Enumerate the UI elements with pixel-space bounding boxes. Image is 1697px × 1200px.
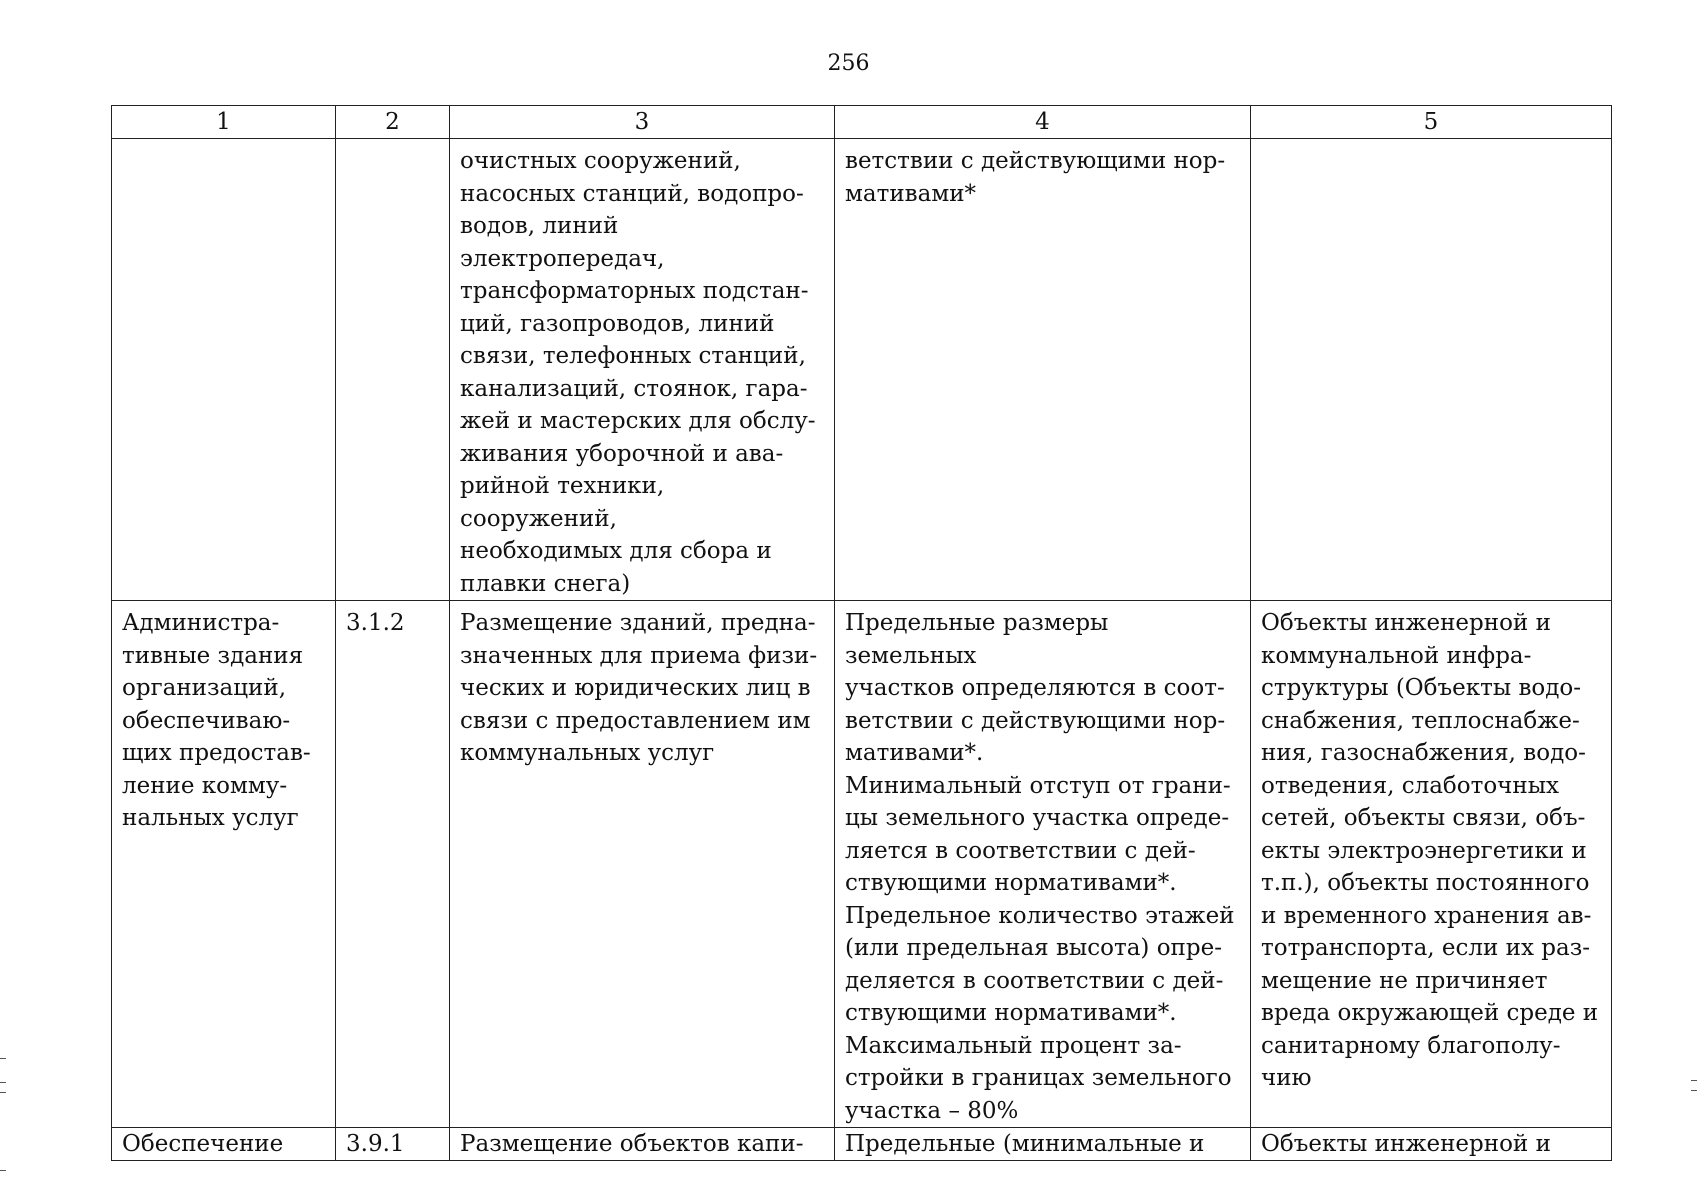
- column-header-4: 4: [835, 106, 1251, 139]
- column-header-2: 2: [336, 106, 450, 139]
- parameters-cell: ветствии с действующими нор- мативами*: [835, 139, 1251, 601]
- right-margin-mark: [1691, 1090, 1697, 1091]
- use-type-cell: [112, 139, 336, 601]
- use-type-cell: Обеспечение: [112, 1128, 336, 1161]
- column-header-3: 3: [450, 106, 835, 139]
- left-margin-mark: [0, 1170, 6, 1171]
- parameters-cell: Предельные размеры земельных участков определяются в соот- ветствии с действующими нор- мативами*. Минимальный отступ от грани- цы земельного участка опреде- ляется в соответствии с дей- ствующими нормативами*. Предельное количество этажей (или предельная высота) опре- деляется в соответствии с дей- ствующими нормативами*. Максимальный процент за- стройки в границах земельного участка – 80%: [835, 601, 1251, 1128]
- page-number: 256: [827, 51, 870, 76]
- table-row: [112, 601, 1612, 1128]
- use-type-cell: Администра- тивные здания организаций, обеспечиваю- щих предостав- ление комму- нальных услуг: [112, 601, 336, 1128]
- table-header-row: [112, 106, 1612, 139]
- column-header-1: 1: [112, 106, 336, 139]
- auxiliary-uses-cell: Объекты инженерной и: [1251, 1128, 1612, 1161]
- code-cell: 3.9.1: [336, 1128, 450, 1161]
- right-margin-mark: [1691, 1080, 1697, 1081]
- table-row: [112, 139, 1612, 601]
- left-margin-mark: [0, 1082, 6, 1083]
- left-margin-mark: [0, 1092, 6, 1093]
- auxiliary-uses-cell: Объекты инженерной и коммунальной инфра- структуры (Объекты водо- снабжения, теплоснабже- ния, газоснабжения, водо- отведения, слаботочных сетей, объекты связи, объ- екты электроэнергетики и т.п.), объекты постоянного и временного хранения ав- тотранспорта, если их раз- мещение не причиняет вреда окружающей среде и санитарному благополу- чию: [1251, 601, 1612, 1128]
- code-cell: [336, 139, 450, 601]
- description-cell: Размещение объектов капи-: [450, 1128, 835, 1161]
- description-cell: очистных сооружений, насосных станций, водопро- водов, линий электропередач, трансформаторных подстан- ций, газопроводов, линий связи, телефонных станций, канализаций, стоянок, гара- жей и мастерских для обслу- живания уборочной и ава- рийной техники, сооружений, необходимых для сбора и плавки снега): [450, 139, 835, 601]
- description-cell: Размещение зданий, предна- значенных для приема физи- ческих и юридических лиц в связи с предоставлением им коммунальных услуг: [450, 601, 835, 1128]
- left-margin-mark: [0, 1058, 6, 1059]
- auxiliary-uses-cell: [1251, 139, 1612, 601]
- zoning-table: [111, 105, 1612, 1161]
- parameters-cell: Предельные (минимальные и: [835, 1128, 1251, 1161]
- table-row: [112, 1128, 1612, 1161]
- code-cell: 3.1.2: [336, 601, 450, 1128]
- column-header-5: 5: [1251, 106, 1612, 139]
